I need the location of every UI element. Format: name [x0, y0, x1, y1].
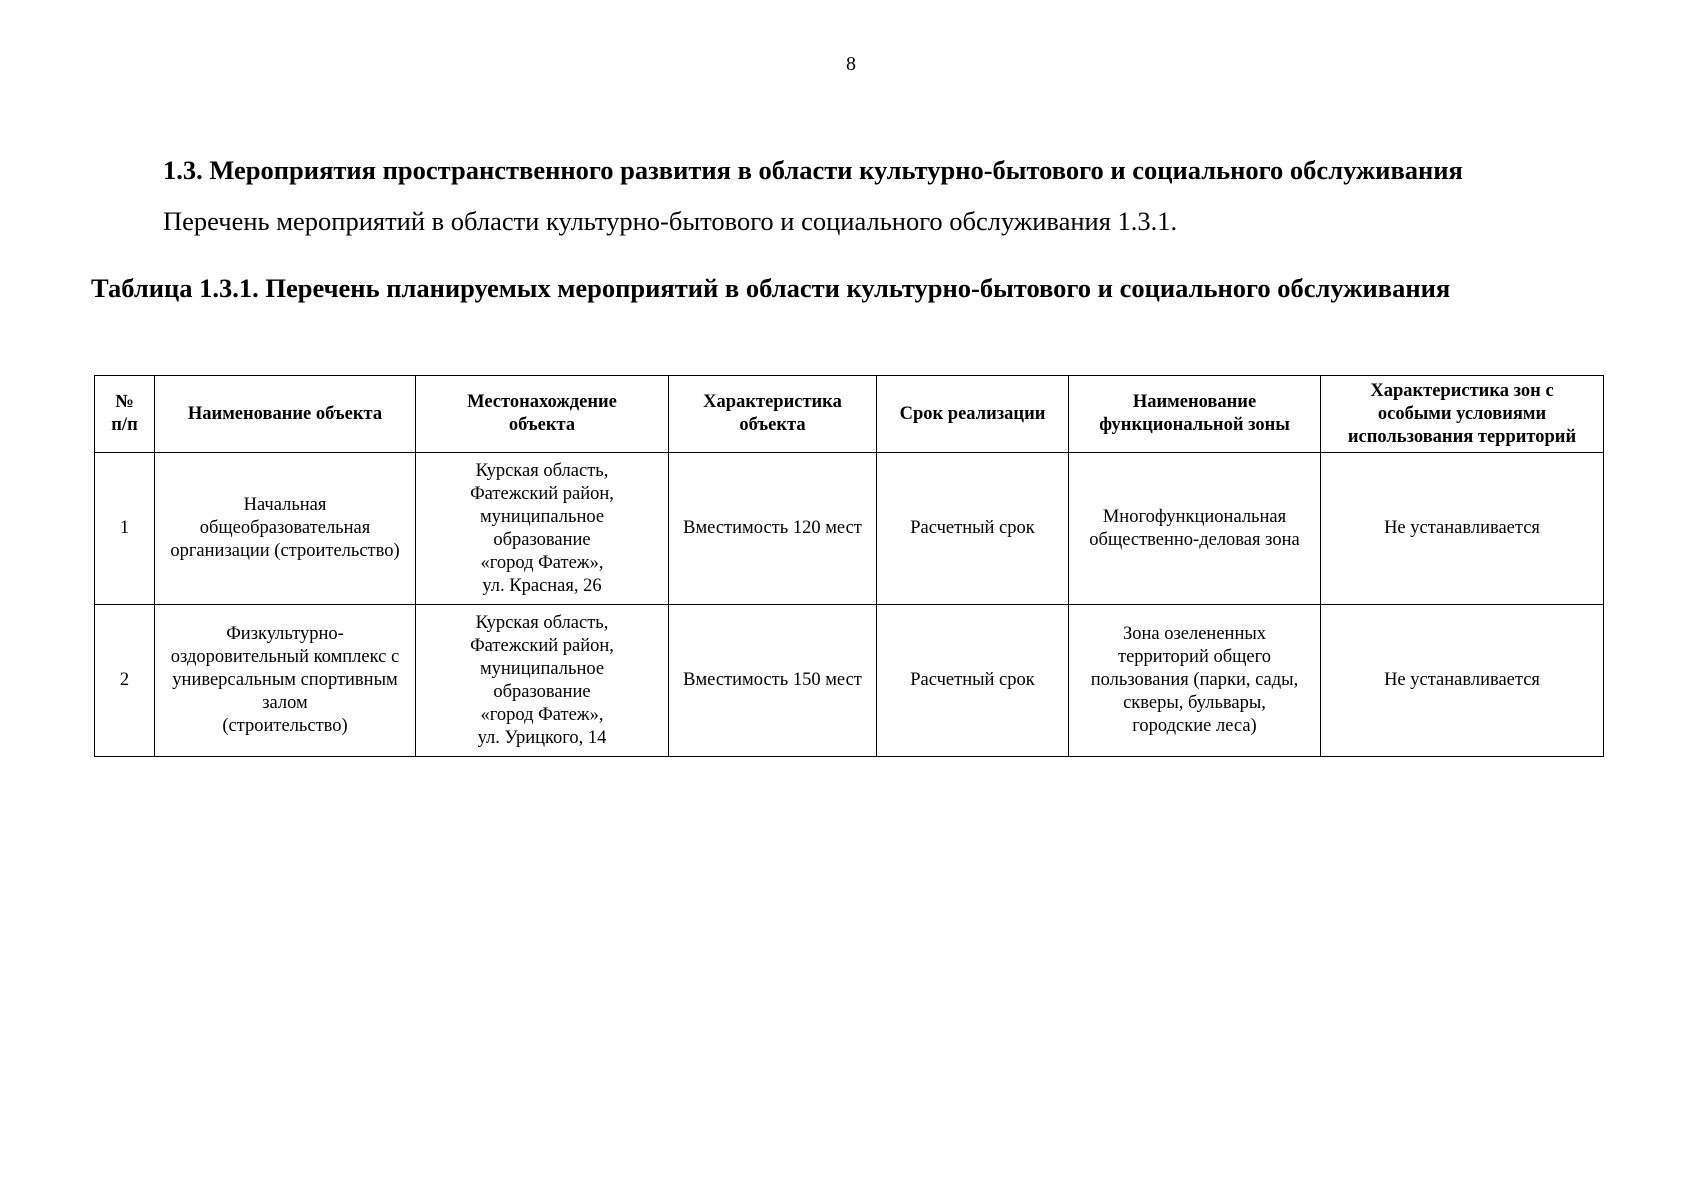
header-functional-zone: Наименование функциональной зоны — [1069, 376, 1321, 453]
header-restriction-zones: Характеристика зон с особыми условиями использования территорий — [1321, 376, 1604, 453]
cell-location: Курская область, Фатежский район, муниципальное образование «город Фатеж», ул. Урицкого, 14 — [416, 605, 669, 757]
section-heading: 1.3. Мероприятия пространственного развития в области культурно-бытового и социального обслуживания — [163, 155, 1463, 185]
intro-paragraph: Перечень мероприятий в области культурно-бытового и социального обслуживания 1.3.1. — [163, 206, 1178, 236]
cell-object-name: Начальная общеобразовательная организации (строительство) — [155, 453, 416, 605]
cell-characteristic: Вместимость 150 мест — [669, 605, 877, 757]
measures-table — [94, 375, 1604, 757]
table-caption: Таблица 1.3.1. Перечень планируемых мероприятий в области культурно-бытового и социального обслуживания — [91, 273, 1451, 303]
cell-functional-zone: Зона озелененных территорий общего пользования (парки, сады, скверы, бульвары, городские леса) — [1069, 605, 1321, 757]
header-object-name: Наименование объекта — [155, 376, 416, 453]
cell-characteristic: Вместимость 120 мест — [669, 453, 877, 605]
header-row — [95, 376, 1604, 453]
cell-object-name: Физкультурно- оздоровительный комплекс с универсальным спортивным залом (строительство) — [155, 605, 416, 757]
table-body — [95, 453, 1604, 757]
header-location: Местонахождение объекта — [416, 376, 669, 453]
cell-term: Расчетный срок — [877, 453, 1069, 605]
header-number: № п/п — [95, 376, 155, 453]
table-header — [95, 376, 1604, 453]
cell-number: 1 — [95, 453, 155, 605]
cell-location: Курская область, Фатежский район, муниципальное образование «город Фатеж», ул. Красная, 26 — [416, 453, 669, 605]
header-characteristic: Характеристика объекта — [669, 376, 877, 453]
table-row — [95, 453, 1604, 605]
table-row — [95, 605, 1604, 757]
page-number: 8 — [846, 53, 856, 75]
header-term: Срок реализации — [877, 376, 1069, 453]
cell-restriction-zones: Не устанавливается — [1321, 605, 1604, 757]
cell-restriction-zones: Не устанавливается — [1321, 453, 1604, 605]
cell-term: Расчетный срок — [877, 605, 1069, 757]
cell-number: 2 — [95, 605, 155, 757]
cell-functional-zone: Многофункциональная общественно-деловая зона — [1069, 453, 1321, 605]
